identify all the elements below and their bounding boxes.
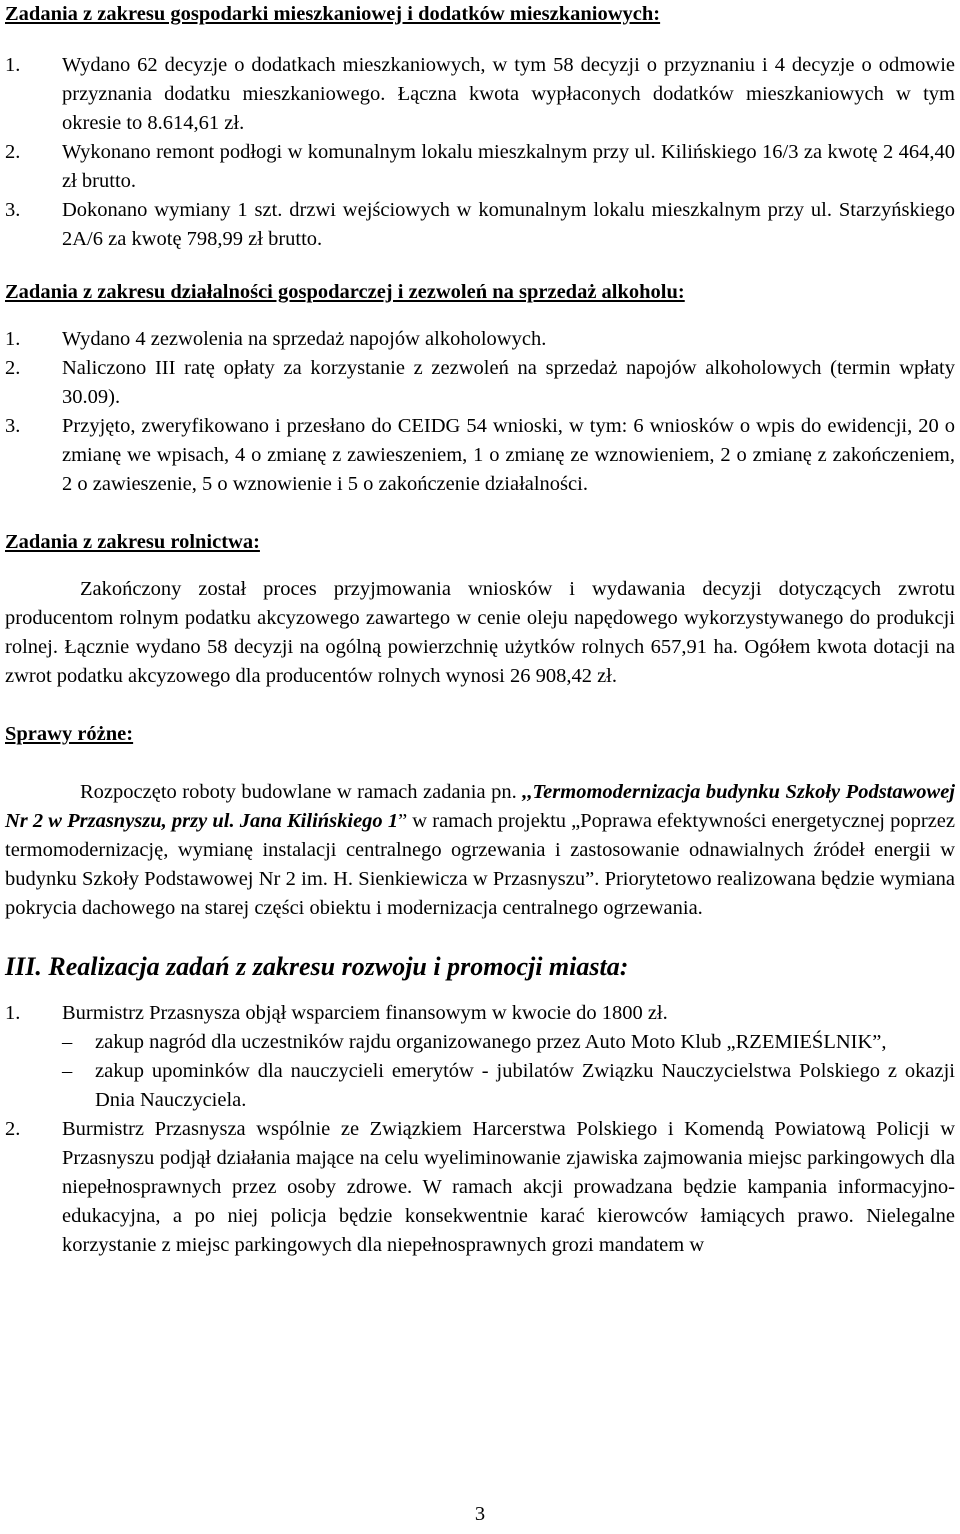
list-item (5, 138, 955, 196)
dash-list-item (5, 1057, 955, 1115)
list-number: 1. (5, 328, 21, 350)
dash-bullet: – (62, 1031, 73, 1053)
list-item (5, 325, 955, 354)
section-heading-business: Zadania z zakresu działalności gospodarczej i zezwoleń na sprzedaż alkoholu: (5, 281, 685, 303)
list-item-text: Burmistrz Przasnysza wspólnie ze Związkiem Harcerstwa Polskiego i Komendą Powiatową Policji w Przasnyszu podjął działania mające na celu wyeliminowanie zjawiska zajmowania miejsc parkingowych dla niepełnosprawnych przez osoby zdrowe. W ramach akcji prowadzana będzie kampania informacyjno-edukacyjna, a po niej policja będzie konsekwentnie karać kierowców łamiących prawo. Nielegalne korzystanie z miejsc parkingowych dla niepełnosprawnych grozi mandatem w (62, 1118, 955, 1256)
list-item (5, 412, 955, 499)
list-item-text: Wydano 62 decyzje o dodatkach mieszkaniowych, w tym 58 decyzji o przyznaniu i 4 decyzje o odmowie przyznania dodatku mieszkaniowego. Łączna kwota wypłaconych dodatków mieszkaniowych w tym okresie to 8.614,61 zł. (62, 54, 955, 134)
section-heading-misc: Sprawy różne: (5, 723, 134, 745)
dash-item-text: zakup upominków dla nauczycieli emerytów - jubilatów Związku Nauczycielstwa Polskiego z okazji Dnia Nauczyciela. (95, 1060, 955, 1111)
list-number: 3. (5, 199, 21, 221)
list-item-text: Burmistrz Przasnysza objął wsparciem finansowym w kwocie do 1800 zł. (62, 1002, 668, 1024)
document-page (5, 0, 955, 1260)
misc-paragraph-start: Rozpoczęto roboty budowlane w ramach zadania pn. (80, 781, 523, 803)
list-number: 2. (5, 141, 21, 163)
list-item-text: Dokonano wymiany 1 szt. drzwi wejściowych w komunalnym lokalu mieszkalnym przy ul. Starzyńskiego 2A/6 za kwotę 798,99 zł brutto. (62, 199, 955, 250)
list-item-text: Wykonano remont podłogi w komunalnym lokalu mieszkalnym przy ul. Kilińskiego 16/3 za kwotę 2 464,40 zł brutto. (62, 141, 955, 192)
list-item (5, 999, 955, 1028)
section-heading-iii: III. Realizacja zadań z zakresu rozwoju i promocji miasta: (5, 952, 629, 981)
list-item-text: Przyjęto, zweryfikowano i przesłano do CEIDG 54 wnioski, w tym: 6 wniosków o wpis do ewidencji, 20 o zmianę we wpisach, 4 o zmianę z zawieszeniem, 1 o zmianę ze wznowieniem, 2 o zmianę z zakończeniem, 2 o zawieszenie, 5 o wznowienie i 5 o zakończenie działalności. (62, 415, 955, 495)
list-number: 2. (5, 1118, 21, 1140)
list-item-text: Wydano 4 zezwolenia na sprzedaż napojów alkoholowych. (62, 328, 547, 350)
agriculture-paragraph: Zakończony został proces przyjmowania wniosków i wydawania decyzji dotyczących zwrotu producentom rolnym podatku akcyzowego zawartego w cenie oleju napędowego wykorzystywanego do produkcji rolnej. Łącznie wydano 58 decyzji na ogólną powierzchnię użytków rolnych 657,91 ha. Ogółem kwota dotacji na zwrot podatku akcyzowego dla producentów rolnych wynosi 26 908,42 zł. (5, 578, 955, 687)
list-item (5, 51, 955, 138)
dash-list-item (5, 1028, 955, 1057)
list-item (5, 1115, 955, 1260)
list-number: 2. (5, 357, 21, 379)
misc-paragraph (5, 778, 955, 923)
list-item (5, 196, 955, 254)
list-item (5, 354, 955, 412)
list-number: 1. (5, 54, 21, 76)
list-number: 1. (5, 1002, 21, 1024)
section-heading-agriculture: Zadania z zakresu rolnictwa: (5, 531, 260, 553)
list-number: 3. (5, 415, 21, 437)
project-title: ,,Termomodernizacja budynku Szkoły Podstawowej Nr 2 w Przasnyszu, przy ul. Jana Kilińskiego 1 (5, 781, 956, 832)
misc-paragraph-rest: ” w ramach projektu „Poprawa efektywności energetycznej poprzez termomodernizację, wymianę instalacji centralnego ogrzewania i zastosowanie odnawialnych źródeł energii w budynku Szkoły Podstawowej Nr 2 im. H. Sienkiewicza w Przasnyszu”. Priorytetowo realizowana będzie wymiana pokrycia dachowego na starej części obiektu i modernizacja centralnego ogrzewania. (5, 810, 955, 919)
section-heading-housing: Zadania z zakresu gospodarki mieszkaniowej i dodatków mieszkaniowych: (5, 3, 661, 25)
page-number: 3 (474, 1503, 486, 1525)
dash-item-text: zakup nagród dla uczestników rajdu organizowanego przez Auto Moto Klub „RZEMIEŚLNIK”, (95, 1031, 887, 1053)
dash-bullet: – (62, 1060, 73, 1082)
list-item-text: Naliczono III ratę opłaty za korzystanie z zezwoleń na sprzedaż napojów alkoholowych (termin wpłaty 30.09). (62, 357, 955, 408)
